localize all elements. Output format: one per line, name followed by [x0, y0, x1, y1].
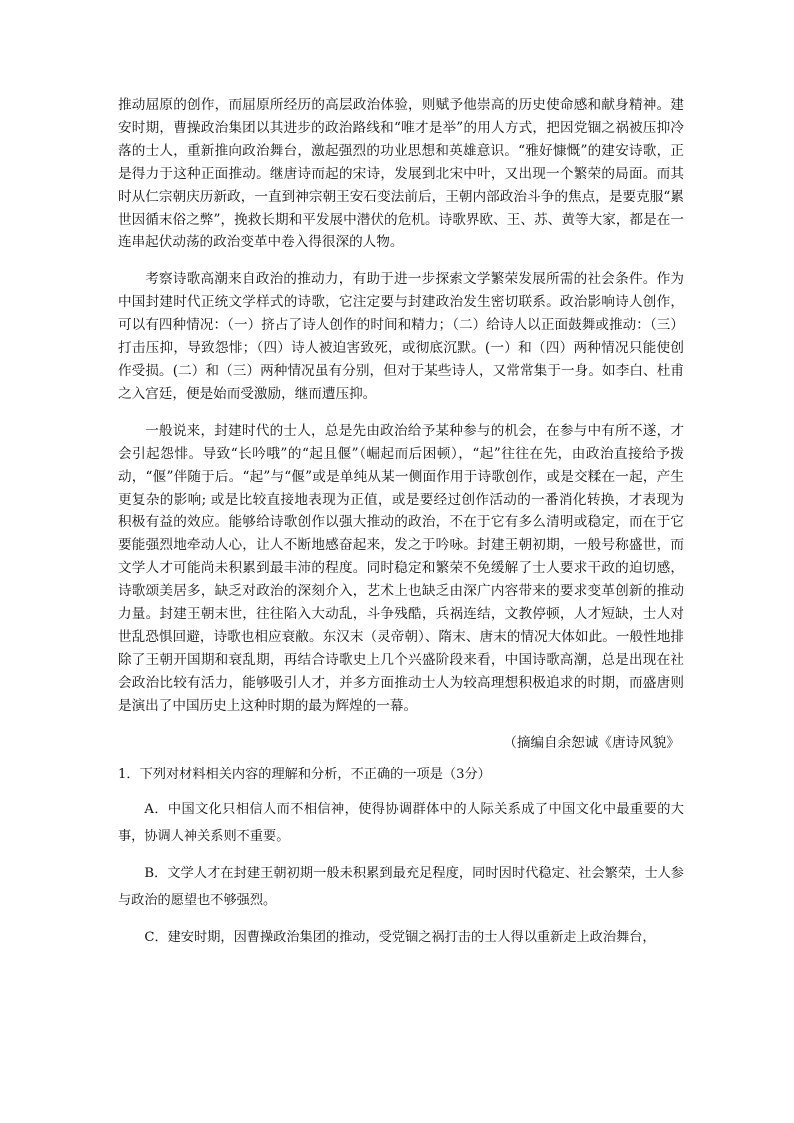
- question-1-stem: 1．下列对材料相关内容的理解和分析，不正确的一项是（3分）: [118, 766, 491, 782]
- question-1-option-a: A．中国文化只相信人而不相信神，使得协调群体中的人际关系成了中国文化中最重要的大事，协调人神关系则不重要。: [118, 801, 684, 844]
- paragraph-gap: [118, 254, 684, 268]
- passage-paragraph-1: 推动屈原的创作，而屈原所经历的高层政治体验，则赋予他崇高的历史使命感和献身精神。建安时期，曹操政治集团以其进步的政治路线和“唯才是举”的用人方式，把因党锢之祸被压抑冷落的士人，重新推向政治舞台，激起强烈的功业思想和英雄意识。“雅好慷慨”的建安诗歌，正是得力于这种正面推动。继唐诗而起的宋诗，发展到北宋中叶，又出现一个繁荣的局面。而其时从仁宗朝庆历新政，一直到神宗朝王安石变法前后，王朝内部政治斗争的焦点，是要克服“累世因循末俗之弊”，挽救长期和平发展中潜伏的危机。诗歌界欧、王、苏、黄等大家，都是在一连串起伏动荡的政治变革中卷入得很深的人物。: [118, 97, 684, 251]
- passage-paragraph-3: 一般说来，封建时代的士人，总是先由政治给予某种参与的机会，在参与中有所不遂，才会引起怨悱。导致“长吟哦”的“起且偃”（崛起而后困顿），“起”往往在先，由政治直接给予拨动，“偃”伴随于后。“起”与“偃”或是单纯从某一侧面作用于诗歌创作，或是交糅在一起，产生更复杂的影响; 或是比较直接地表现为正值，或是要经过创作活动的一番消化转换，才表现为积极有益的效应。能够给诗歌创作以强大推动的政治，不在于它有多么清明或稳定，而在于它要能强烈地牵动人心，让人不断地感奋起来，发之于吟咏。封建王朝初期，一般号称盛世，而文学人才可能尚未积累到最丰沛的程度。同时稳定和繁荣不免缓解了士人要求干政的迫切感，诗歌颂美居多，缺乏对政治的深刻介入，艺术上也缺乏由深广内容带来的要求变革创新的推动力量。封建王朝末世，往往陷入大动乱，斗争残酷，兵祸连结，文教停顿，人才短缺，士人对世乱恐惧回避，诗歌也相应衰敝。东汉末（灵帝朝）、隋末、唐末的情况大体如此。一般性地排除了王朝开国期和衰乱期，再结合诗歌史上几个兴盛阶段来看，中国诗歌高潮，总是出现在社会政治比较有活力，能够吸引人才，并多方面推动士人为较高理想积极追求的时期，而盛唐则是演出了中国历史上这种时期的最为辉煌的一幕。: [118, 422, 684, 714]
- question-1-option-b: B．文学人才在封建王朝初期一般未积累到最充足程度，同时因时代稳定、社会繁荣，士人参与政治的愿望也不够强烈。: [118, 865, 684, 908]
- document-page: [118, 94, 684, 951]
- source-citation: （摘编自余恕诚《唐诗风貌》: [503, 734, 680, 751]
- paragraph-gap: [118, 406, 684, 420]
- question-1-option-c: C．建安时期，因曹操政治集团的推动，受党锢之祸打击的士人得以重新走上政治舞台，: [144, 929, 656, 945]
- passage-paragraph-2: 考察诗歌高潮来自政治的推动力，有助于进一步探索文学繁荣发展所需的社会条件。作为中国封建时代正统文学样式的诗歌，它注定要与封建政治发生密切联系。政治影响诗人创作，可以有四种情况：（一）挤占了诗人创作的时间和精力；（二）给诗人以正面鼓舞或推动：（三）打击压抑，导致怨悱；（四）诗人被迫害致死，或彻底沉默。(一）和（四）两种情况只能使创作受损。(二）和（三）两种情况虽有分别，但对于某些诗人，又常常集于一身。如李白、杜甫之入宫廷，便是始而受激励，继而遭压抑。: [118, 271, 684, 402]
